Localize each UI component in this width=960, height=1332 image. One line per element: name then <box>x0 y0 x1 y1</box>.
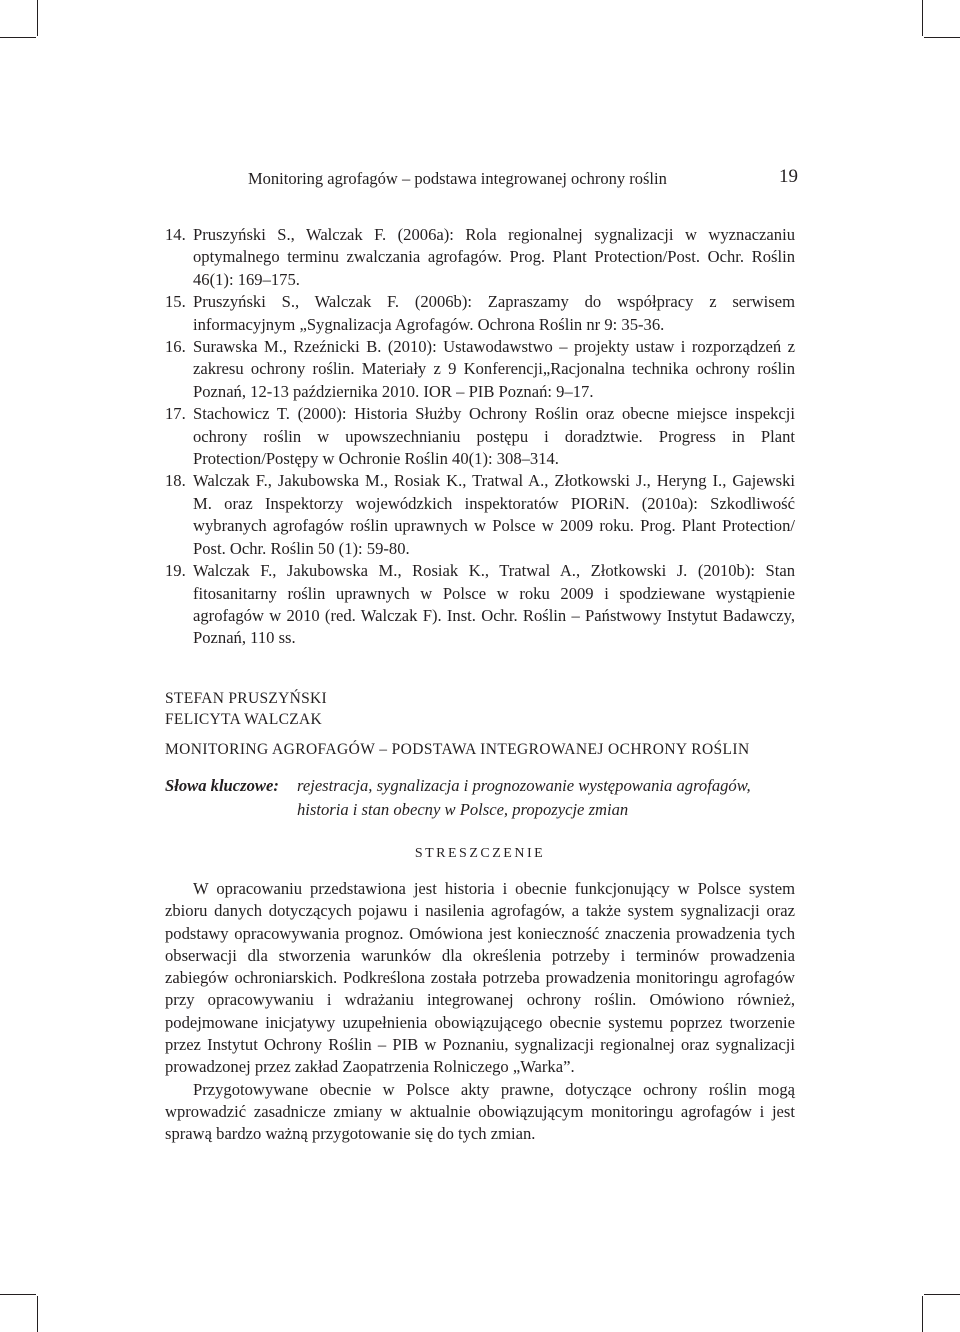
keywords-block <box>165 774 805 822</box>
reference-text: Stachowicz T. (2000): Historia Służby Ochrony Roślin oraz obecne miejsce inspekcji ochrony roślin w upowszechnianiu postępu i doradztwie. Progress in Plant Protection/Postępy w Ochronie Roślin 40(1): 308–314. <box>193 404 795 469</box>
reference-item <box>165 336 795 403</box>
reference-text: Walczak F., Jakubowska M., Rosiak K., Tratwal A., Złotkowski J., Heryng I., Gajewski M. oraz Inspektorzy wojewódzkich inspektoratów PIORiN. (2010a): Szkodliwość wybranych agrofagów roślin uprawnych w Polsce w 2009 roku. Prog. Plant Protection/ Post. Ochr. Roślin 50 (1): 59-80. <box>193 471 795 558</box>
abstract-heading: STRESZCZENIE <box>414 846 546 861</box>
author-name: FELICYTA WALCZAK <box>165 711 322 728</box>
abstract-paragraph: Przygotowywane obecnie w Polsce akty prawne, dotyczące ochrony roślin mogą wprowadzić zasadnicze zmiany w aktualnie obowiązującym monitoringu agrofagów i jest sprawą bardzo ważną przygotowanie się do tych zmian. <box>165 1079 795 1144</box>
author-name: STEFAN PRUSZYŃSKI <box>165 690 327 707</box>
reference-number: 16. <box>165 337 186 357</box>
reference-number: 19. <box>165 561 186 581</box>
reference-number: 17. <box>165 404 186 424</box>
crop-mark-right-top <box>924 37 960 38</box>
reference-number: 18. <box>165 471 186 491</box>
reference-item <box>165 470 795 560</box>
crop-mark-top-right <box>922 0 923 36</box>
reference-item <box>165 291 795 336</box>
keywords-text: rejestracja, sygnalizacja i prognozowanie występowania agrofagów, historia i stan obecny w Polsce, propozycje zmian <box>297 776 751 819</box>
abstract-body <box>165 878 795 1146</box>
reference-number: 15. <box>165 292 186 312</box>
crop-mark-bottom-right <box>922 1296 923 1332</box>
reference-number: 14. <box>165 225 186 244</box>
page-number: 19 <box>779 166 798 187</box>
article-title: MONITORING AGROFAGÓW – PODSTAWA INTEGROWANEJ OCHRONY ROŚLIN <box>165 741 750 758</box>
reference-text: Walczak F., Jakubowska M., Rosiak K., Tratwal A., Złotkowski J. (2010b): Stan fitosanitarny roślin uprawnych w Polsce w roku 2009 i spodziewane wystąpienie agrofagów w 2010 (red. Walczak F). Inst. Ochr. Roślin – Państwowy Instytut Badawczy, Poznań, 110 ss. <box>193 561 795 648</box>
reference-text: Pruszyński S., Walczak F. (2006b): Zapraszamy do współpracy z serwisem informacyjnym „Sygnalizacja Agrofagów. Ochrona Roślin nr 9: 35-36. <box>193 292 795 334</box>
reference-text: Surawska M., Rzeźnicki B. (2010): Ustawodawstwo – projekty ustaw i rozporządzeń z zakresu ochrony roślin. Materiały z 9 Konferencji„Racjonalna technika ochrony roślin Poznań, 12-13 października 2010. IOR – PIB Poznań: 9–17. <box>193 337 795 401</box>
reference-item <box>165 403 795 470</box>
running-header <box>248 168 798 192</box>
crop-mark-left-top <box>0 37 36 38</box>
keywords-label: Słowa kluczowe: <box>165 776 279 795</box>
reference-text: Pruszyński S., Walczak F. (2006a): Rola regionalnej sygnalizacji w wyznaczaniu optymalnego terminu zwalczania agrofagów. Prog. Plant Protection/Post. Ochr. Roślin 46(1): 169–175. <box>193 225 795 289</box>
abstract-paragraph: W opracowaniu przedstawiona jest historia i obecnie funkcjonujący w Polsce system zbioru danych dotyczących pojawu i nasilenia agrofagów, a także system sygnalizacji oraz podstawy opracowywania prognoz. Omówiona jest konieczność znaczenia prowadzenia tych obserwacji dla stworzenia warunków dla określenia potrzeby i terminów prowadzenia zabiegów ochroniarskich. Podkreślona została potrzeba prowadzenia monitoringu agrofagów przy opracowywaniu i wdrażaniu integrowanej ochrony roślin. Omówiono również, podejmowane inicjatywy uzupełnienia obowiązującego obecnie systemu poprzez tworzenie przez Instytut Ochrony Roślin – PIB w Poznaniu, sygnalizacji regionalnej oraz sygnalizacji prowadzonej przez zakład Zaopatrzenia Rolniczego „Warka”. <box>165 879 795 1077</box>
author-list <box>165 688 327 730</box>
reference-item <box>165 560 795 650</box>
running-title: Monitoring agrofagów – podstawa integrowanej ochrony roślin <box>248 169 667 188</box>
crop-mark-top-left <box>37 0 38 36</box>
crop-mark-right-bottom <box>924 1294 960 1295</box>
crop-mark-bottom-left <box>37 1296 38 1332</box>
reference-list <box>165 224 795 650</box>
crop-mark-left-bottom <box>0 1294 36 1295</box>
reference-item <box>165 224 795 291</box>
